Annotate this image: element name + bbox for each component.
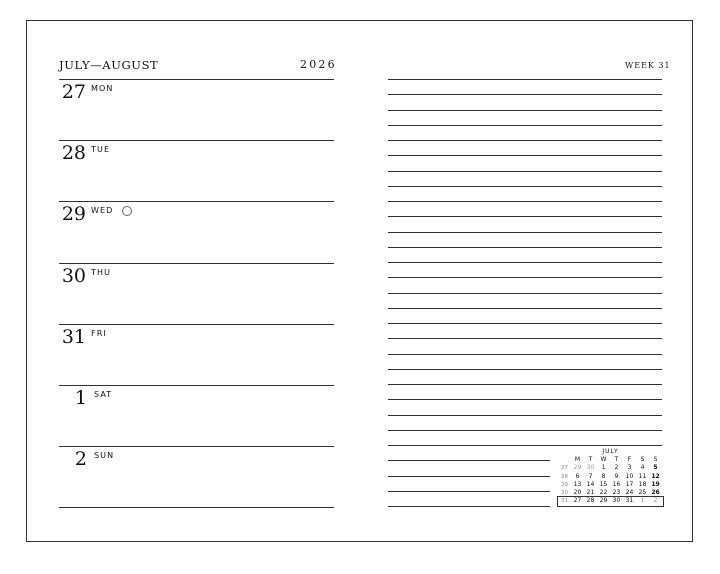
note-line [388, 110, 662, 111]
week-number: 27 [561, 465, 568, 472]
day-name: TUE [91, 145, 111, 155]
calendar-day[interactable]: 18 [638, 480, 647, 488]
note-line [388, 460, 550, 461]
day-number: 28 [61, 142, 86, 165]
day-divider [59, 507, 334, 508]
week-number: 28 [561, 473, 568, 480]
note-line [388, 79, 662, 80]
day-entry[interactable] [59, 385, 334, 446]
calendar-day[interactable]: 31 [625, 497, 634, 505]
calendar-day[interactable]: 9 [614, 472, 619, 480]
weekday-header: T [614, 456, 619, 463]
week-number-heading: WEEK 31 [625, 61, 671, 70]
month-range-heading: JULY—AUGUST [59, 58, 159, 72]
calendar-day[interactable]: 1 [640, 497, 645, 505]
calendar-day[interactable]: 21 [586, 489, 595, 497]
calendar-day[interactable]: 10 [625, 472, 634, 480]
note-line [388, 232, 662, 233]
day-number: 31 [61, 325, 86, 348]
day-number: 29 [61, 203, 86, 226]
day-number: 1 [74, 387, 87, 409]
calendar-day[interactable]: 2 [614, 464, 619, 472]
calendar-day[interactable]: 29 [599, 497, 608, 505]
calendar-day[interactable]: 15 [599, 480, 608, 488]
note-line [388, 384, 662, 385]
calendar-day[interactable]: 29 [573, 464, 582, 472]
note-line [388, 262, 662, 263]
mini-calendar-title: JULY [602, 448, 619, 455]
note-line [388, 171, 662, 172]
day-name: SAT [94, 390, 113, 399]
calendar-day[interactable]: 22 [599, 489, 608, 497]
calendar-day[interactable]: 24 [625, 489, 634, 497]
calendar-day[interactable]: 17 [625, 480, 634, 488]
calendar-day[interactable]: 14 [586, 480, 595, 488]
calendar-day[interactable]: 11 [638, 472, 647, 480]
day-name: WED [91, 206, 114, 216]
day-number: 30 [61, 264, 86, 287]
note-line [388, 323, 662, 324]
calendar-day[interactable]: 20 [573, 489, 582, 497]
note-line [388, 369, 662, 370]
calendar-day[interactable]: 30 [612, 497, 621, 505]
calendar-day[interactable]: 13 [573, 480, 582, 488]
calendar-day[interactable]: 8 [601, 472, 606, 480]
note-line [388, 430, 662, 431]
note-line [388, 415, 662, 416]
calendar-week-row [558, 481, 663, 489]
note-line [388, 140, 662, 141]
note-line [388, 445, 662, 446]
day-entry[interactable] [59, 263, 334, 324]
calendar-day[interactable]: 27 [573, 497, 582, 505]
note-line [388, 247, 662, 248]
day-name: FRI [91, 328, 107, 338]
calendar-day[interactable]: 1 [601, 464, 606, 472]
note-line [388, 354, 662, 355]
note-line [388, 399, 662, 400]
note-line [388, 491, 550, 492]
calendar-day[interactable]: 25 [638, 489, 647, 497]
calendar-day[interactable]: 30 [586, 464, 595, 472]
calendar-day[interactable]: 23 [612, 489, 621, 497]
calendar-week-row [558, 464, 663, 472]
calendar-day[interactable]: 16 [612, 480, 621, 488]
mini-calendar-weekday-row [558, 456, 663, 464]
mini-calendar [558, 447, 663, 506]
weekday-header: F [627, 456, 632, 463]
weekday-header: T [588, 456, 593, 463]
week-number: 30 [561, 490, 568, 497]
note-line [388, 186, 662, 187]
week-number: 29 [561, 481, 568, 488]
calendar-day[interactable]: 4 [640, 464, 645, 472]
day-name: THU [91, 267, 112, 277]
calendar-day[interactable]: 6 [575, 472, 580, 480]
calendar-day[interactable]: 5 [653, 464, 658, 472]
day-entry[interactable] [59, 201, 334, 262]
note-line [388, 338, 662, 339]
calendar-day[interactable]: 2 [653, 497, 658, 505]
note-line [388, 293, 662, 294]
day-entry[interactable] [59, 324, 334, 385]
day-number: 27 [61, 81, 86, 103]
note-line [388, 476, 550, 477]
calendar-day[interactable]: 3 [627, 464, 632, 472]
calendar-day[interactable]: 19 [651, 480, 660, 488]
note-line [388, 155, 662, 156]
calendar-day[interactable]: 12 [651, 472, 660, 480]
note-line [388, 506, 550, 507]
day-name: SUN [94, 451, 115, 461]
day-entry[interactable] [59, 446, 334, 507]
moon-phase-icon [122, 206, 132, 216]
weekday-header: S [653, 456, 658, 463]
weekday-header: W [600, 456, 607, 463]
weekday-header: S [640, 456, 645, 463]
day-number: 2 [74, 448, 87, 471]
calendar-day[interactable]: 7 [588, 472, 593, 480]
note-line [388, 308, 662, 309]
calendar-week-row [558, 473, 663, 481]
note-line [388, 125, 662, 126]
calendar-day[interactable]: 26 [651, 489, 660, 497]
note-line [388, 94, 662, 95]
calendar-week-row [558, 489, 663, 497]
note-line [388, 216, 662, 217]
week-number: 31 [561, 498, 568, 505]
week-column-spacer [558, 456, 571, 464]
calendar-day[interactable]: 28 [586, 497, 595, 505]
year-heading: 2026 [300, 58, 337, 71]
weekday-header: M [574, 456, 581, 463]
note-line [388, 277, 662, 278]
current-week-row [558, 497, 663, 505]
note-line [388, 201, 662, 202]
day-entry[interactable] [59, 140, 334, 201]
day-entry[interactable] [59, 79, 334, 140]
day-name: MON [91, 84, 114, 93]
